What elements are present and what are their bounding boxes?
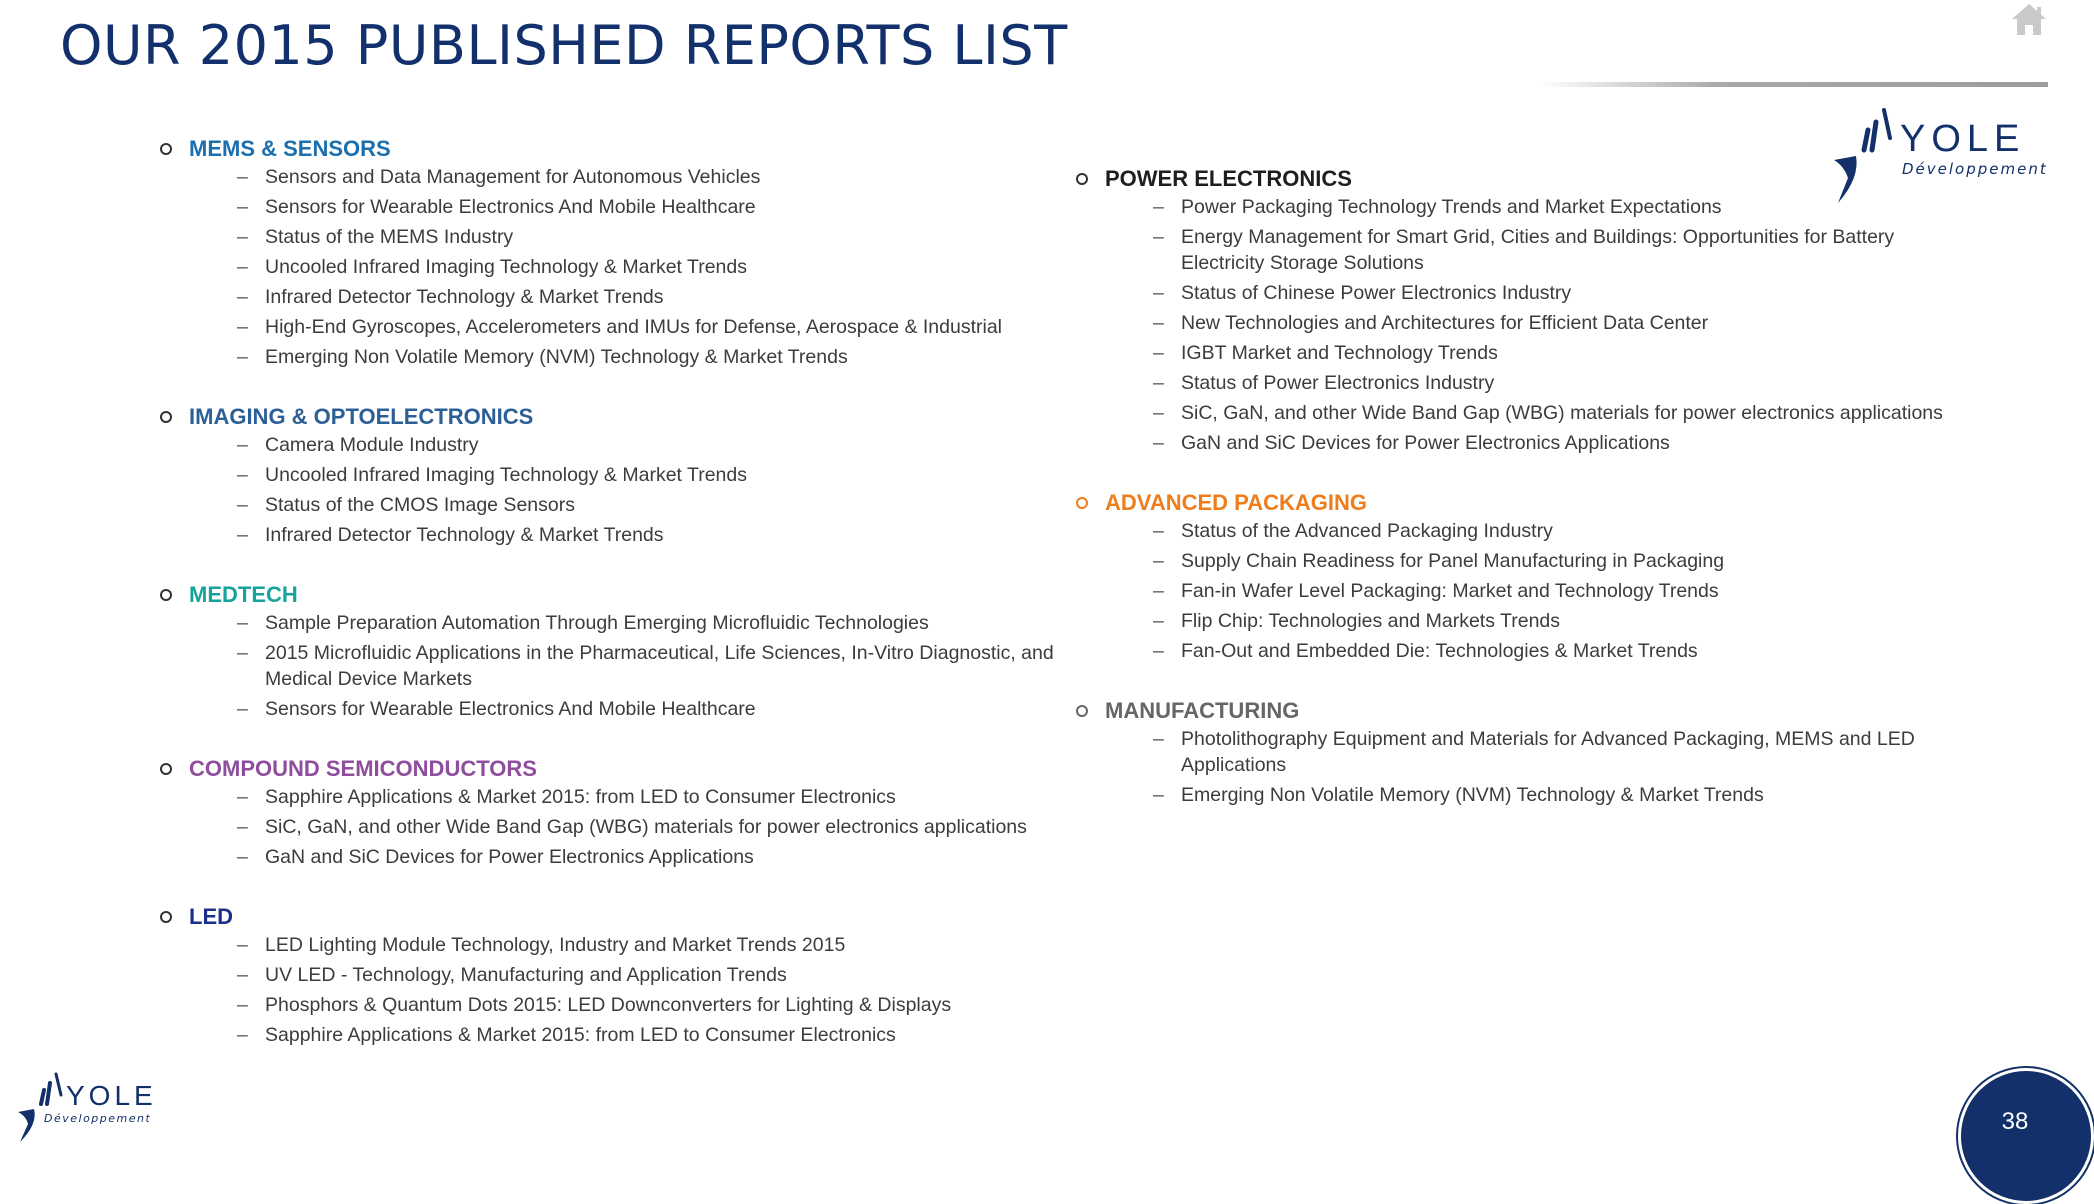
section-advanced-packaging (1076, 488, 1976, 664)
yole-logo-bottom-icon (14, 1072, 157, 1142)
list-item: – Sapphire Applications & Market 2015: from LED to Consumer Electronics (237, 786, 896, 808)
list-item: – 2015 Microfluidic Applications in the Pharmaceutical, Life Sciences, In-Vitro Diagnostic, and Medical Device Markets (237, 642, 1054, 690)
logo-sub: Développement (1902, 160, 2048, 178)
list-item: – SiC, GaN, and other Wide Band Gap (WBG) materials for power electronics applications (237, 816, 1027, 838)
list-item: – Supply Chain Readiness for Panel Manufacturing in Packaging (1153, 550, 1725, 572)
list-item: – Sensors for Wearable Electronics And Mobile Healthcare (237, 196, 756, 218)
list-item: – Uncooled Infrared Imaging Technology & Market Trends (237, 464, 747, 486)
circle-bullet-icon (160, 411, 172, 423)
list-item: – Sapphire Applications & Market 2015: from LED to Consumer Electronics (237, 1024, 896, 1046)
section-mems-sensors (160, 134, 1070, 370)
list-item: – GaN and SiC Devices for Power Electronics Applications (237, 846, 754, 868)
page-number-badge (1958, 1068, 2094, 1204)
circle-bullet-icon (160, 911, 172, 923)
list-item: – Camera Module Industry (237, 434, 479, 456)
list-item: – Sensors and Data Management for Autonomous Vehicles (237, 166, 761, 188)
list-item: – UV LED - Technology, Manufacturing and Application Trends (237, 964, 787, 986)
page-title: OUR 2015 PUBLISHED REPORTS LIST (60, 14, 1068, 77)
list-item: – Infrared Detector Technology & Market Trends (237, 524, 664, 546)
list-item: – Status of Power Electronics Industry (1153, 372, 1495, 394)
list-item: – Emerging Non Volatile Memory (NVM) Technology & Market Trends (237, 346, 848, 368)
list-item: – Status of Chinese Power Electronics Industry (1153, 282, 1572, 304)
list-item: – Status of the Advanced Packaging Industry (1153, 520, 1553, 542)
logo-brand: YOLE (66, 1080, 157, 1111)
list-item: – Status of the MEMS Industry (237, 226, 514, 248)
circle-bullet-icon (160, 143, 172, 155)
left-column (160, 134, 1070, 1080)
list-item: – Energy Management for Smart Grid, Cities and Buildings: Opportunities for Battery Electricity Storage Solutions (1153, 226, 1895, 274)
logo-sub: Développement (44, 1112, 152, 1125)
section-imaging-optoelectronics (160, 402, 1070, 548)
list-item: – Sample Preparation Automation Through Emerging Microfluidic Technologies (237, 612, 929, 634)
section-heading: MEMS & SENSORS (189, 136, 391, 161)
circle-bullet-icon (1076, 705, 1088, 717)
list-item: – High-End Gyroscopes, Accelerometers and IMUs for Defense, Aerospace & Industrial (237, 316, 1003, 338)
list-item: – Infrared Detector Technology & Market Trends (237, 286, 664, 308)
list-item: – Flip Chip: Technologies and Markets Trends (1153, 610, 1561, 632)
list-item: – LED Lighting Module Technology, Industry and Market Trends 2015 (237, 934, 846, 956)
circle-bullet-icon (160, 763, 172, 775)
list-item: – Phosphors & Quantum Dots 2015: LED Downconverters for Lighting & Displays (237, 994, 952, 1016)
list-item: – GaN and SiC Devices for Power Electronics Applications (1153, 432, 1670, 454)
section-heading: IMAGING & OPTOELECTRONICS (189, 404, 534, 429)
section-heading: POWER ELECTRONICS (1105, 166, 1352, 191)
section-heading: MEDTECH (189, 582, 298, 607)
title-underline (1540, 82, 2048, 87)
page-number: 38 (2001, 1108, 2029, 1135)
section-manufacturing (1076, 696, 1976, 808)
section-power-electronics (1076, 164, 1976, 456)
list-item: – Fan-in Wafer Level Packaging: Market and Technology Trends (1153, 580, 1719, 602)
section-heading: MANUFACTURING (1105, 698, 1300, 723)
section-led (160, 902, 1070, 1048)
section-heading: ADVANCED PACKAGING (1105, 490, 1367, 515)
list-item: – Fan-Out and Embedded Die: Technologies & Market Trends (1153, 640, 1698, 662)
logo-brand: YOLE (1900, 118, 2026, 160)
section-heading: LED (189, 904, 233, 929)
home-icon[interactable] (2010, 2, 2048, 36)
right-column (1076, 164, 1976, 840)
list-item: – Emerging Non Volatile Memory (NVM) Technology & Market Trends (1153, 784, 1764, 806)
list-item: – Uncooled Infrared Imaging Technology & Market Trends (237, 256, 747, 278)
list-item: – Status of the CMOS Image Sensors (237, 494, 575, 516)
list-item: – Power Packaging Technology Trends and Market Expectations (1153, 196, 1722, 218)
list-item: – Photolithography Equipment and Materials for Advanced Packaging, MEMS and LED Applications (1153, 728, 1915, 776)
list-item: – SiC, GaN, and other Wide Band Gap (WBG) materials for power electronics applications (1153, 402, 1943, 424)
section-heading: COMPOUND SEMICONDUCTORS (189, 756, 537, 781)
section-compound-semiconductors (160, 754, 1070, 870)
circle-bullet-icon (1076, 497, 1088, 509)
section-medtech (160, 580, 1070, 722)
list-item: – IGBT Market and Technology Trends (1153, 342, 1498, 364)
circle-bullet-icon (160, 589, 172, 601)
list-item: – Sensors for Wearable Electronics And Mobile Healthcare (237, 698, 756, 720)
circle-bullet-icon (1076, 173, 1088, 185)
list-item: – New Technologies and Architectures for Efficient Data Center (1153, 312, 1709, 334)
